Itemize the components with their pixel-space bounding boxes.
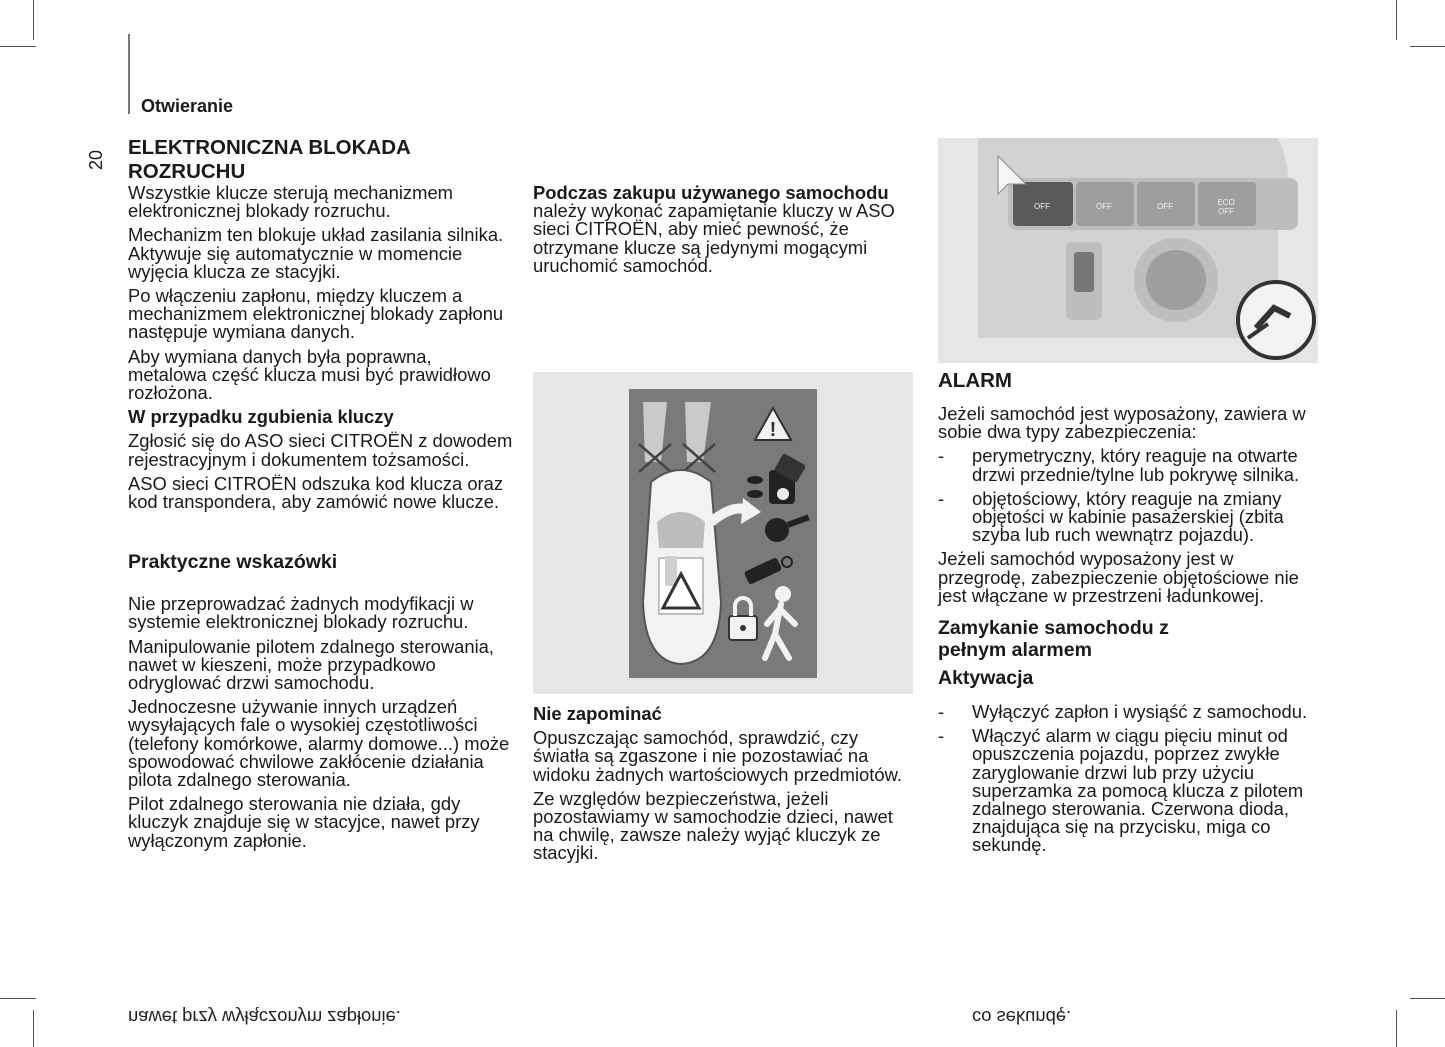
button-label: OFF	[1034, 202, 1050, 211]
paragraph: Opuszczając samochód, sprawdzić, czy światła są zgaszone i nie pozostawiać na widoku żadnych wartościowych przedmiotów.	[533, 727, 902, 785]
paragraph: Jeżeli samochód wyposażony jest w przegrodę, zabezpieczenie objętościowe nie jest włączane w przestrzeni ładunkowej.	[938, 548, 1299, 606]
car-items-icon	[533, 372, 913, 694]
paragraph: Jeżeli samochód jest wyposażony, zawiera w sobie dwa typy zabezpieczenia:	[938, 403, 1306, 443]
button-label: OFF	[1157, 202, 1173, 211]
crop-mark	[1410, 998, 1445, 999]
tips-heading: Praktyczne wskazówki	[128, 551, 338, 574]
dashboard-icon	[938, 138, 1318, 363]
crop-mark	[1410, 46, 1445, 47]
paragraph: Zgłosić się do ASO sieci CITROËN z dowodem rejestracyjnym i dokumentem tożsamości.	[128, 430, 513, 470]
list-item: - Włączyć alarm w ciągu pięciu minut od opuszczenia pojazdu, poprzez zwykłe zaryglowanie drzwi lub przy użyciu superzamka za pomocą klucza z pilotem zdalnego sterowania. Czerwona dioda, znajdująca się na przycisku, miga co sekundę.	[938, 725, 1304, 856]
paragraph: Aby wymiana danych była poprawna, metalowa część klucza musi być prawidłowo rozłożona.	[128, 345, 491, 404]
paragraph: Ze względów bezpieczeństwa, jeżeli pozostawiamy w samochodzie dzieci, nawet na chwilę, zawsze należy wyjąć kluczyk ze stacyjki.	[533, 787, 893, 864]
crop-mark	[0, 46, 36, 47]
list-item: - objętościowy, który reaguje na zmiany objętości w kabinie pasażerskiej (zbita szyba lub ruch wewnątrz pojazdu).	[938, 487, 1284, 546]
crop-mark	[1396, 1010, 1397, 1047]
page-number: 20	[86, 149, 106, 170]
crop-mark	[33, 0, 34, 40]
list-item: - perymetryczny, który reaguje na otwarte drzwi przednie/tylne lub pokrywę silnika.	[938, 445, 1300, 485]
leave-car-illustration	[533, 372, 913, 694]
paragraph: ASO sieci CITROËN odszuka kod klucza oraz kod transpondera, aby zamówić nowe klucze.	[128, 472, 504, 513]
paragraph: Jednoczesne używanie innych urządzeń wysyłających fale o wysokiej częstotliwości (telefony komórkowe, alarmy domowe...) może spowodować chwilowe zakłócenie działania pilota zdalnego sterowania.	[128, 696, 510, 791]
alarm-heading: ALARM	[938, 369, 1013, 392]
used-car-note: Podczas zakupu używanego samochodu należy wykonać zapamiętanie kluczy w ASO sieci CITROËN, aby mieć pewność, że otrzymane klucze są jedynymi mogącymi uruchomić samochód.	[533, 182, 895, 276]
immobiliser-title: ELEKTRONICZNA BLOKADA ROZRUCHU	[128, 136, 411, 183]
paragraph: Pilot zdalnego sterowania nie działa, gdy kluczyk znajduje się w stacyjce, nawet przy wyłączonym zapłonie.	[128, 793, 480, 851]
svg-text:!: !	[769, 419, 777, 441]
full-alarm-heading: Zamykanie samochodu z pełnym alarmem	[938, 617, 1169, 662]
mirrored-text-right: co sekundę.	[972, 1007, 1072, 1028]
paragraph: Mechanizm ten blokuje układ zasilania silnika. Aktywuje się automatycznie w momencie wyjęcia klucza ze stacyjki.	[128, 224, 504, 282]
button-label: OFF	[1096, 202, 1112, 211]
crop-mark	[33, 1010, 34, 1047]
list-item: - Wyłączyć zapłon i wysiąść z samochodu.	[938, 701, 1308, 723]
paragraph: Po włączeniu zapłonu, między kluczem a mechanizmem elektronicznej blokady zapłonu następuje wymiana danych.	[128, 285, 504, 343]
section-title: Otwieranie	[141, 96, 234, 116]
button-label: ECO OFF	[1217, 198, 1235, 216]
remember-heading: Nie zapominać	[533, 703, 662, 724]
paragraph: Nie przeprowadzać żadnych modyfikacji w systemie elektronicznej blokady rozruchu.	[128, 593, 474, 633]
column-used-car	[533, 184, 913, 281]
side-rule	[128, 34, 130, 114]
paragraph: Manipulowanie pilotem zdalnego sterowania, nawet w kieszeni, może przypadkowo odryglować drzwi samochodu.	[128, 635, 494, 694]
column-remember	[533, 705, 913, 869]
lost-keys-heading: W przypadku zgubienia kluczy	[128, 406, 394, 428]
column-immobiliser	[128, 136, 513, 856]
crop-mark	[0, 998, 36, 999]
dashboard-alarm-button-figure	[938, 138, 1318, 363]
mirrored-text-left: nawet przy wyłączonym zapłonie.	[128, 1007, 401, 1028]
activation-heading: Aktywacja	[938, 667, 1034, 690]
crop-mark	[1396, 0, 1397, 40]
column-alarm	[938, 369, 1323, 861]
paragraph: Wszystkie klucze sterują mechanizmem elektronicznej blokady rozruchu.	[128, 182, 453, 222]
